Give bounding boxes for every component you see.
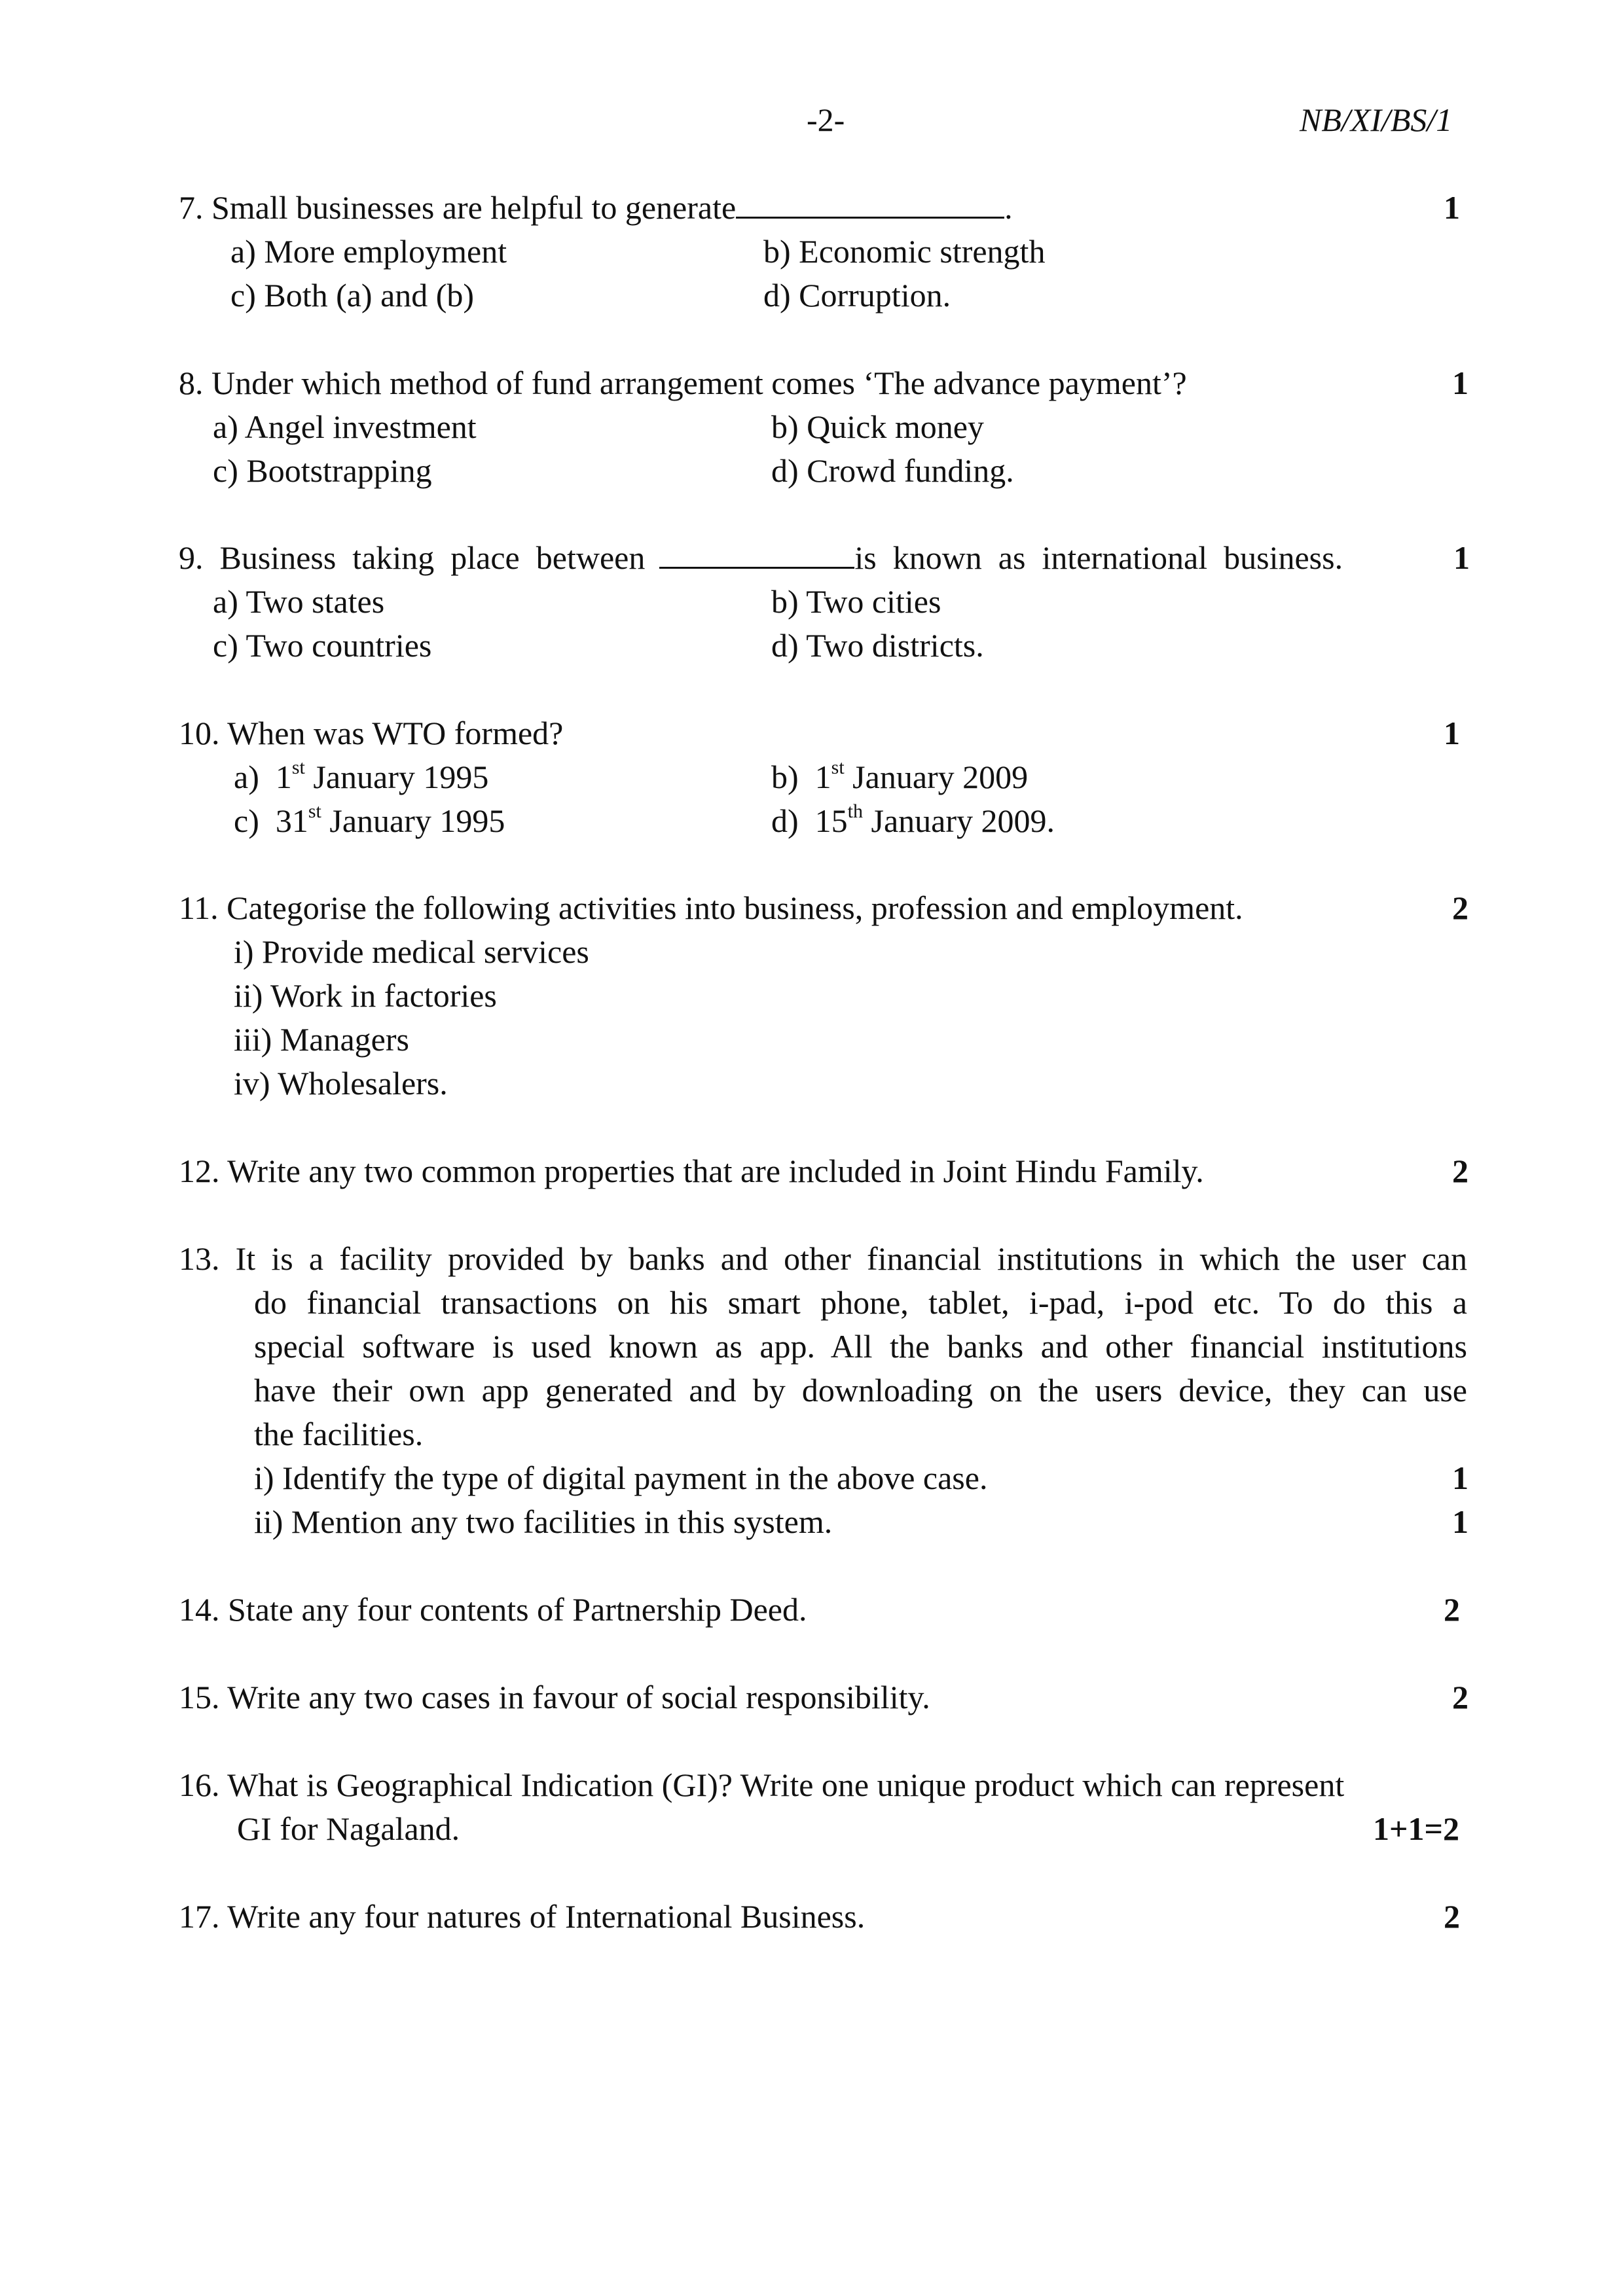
question-7-end: . — [1004, 189, 1013, 226]
option-label: c) — [234, 802, 259, 839]
answer-blank — [736, 216, 1004, 219]
question-16-marks: 1+1=2 — [1373, 1810, 1459, 1847]
answer-blank — [659, 566, 854, 569]
option-date: January 2009 — [844, 759, 1029, 795]
question-12-marks: 2 — [1452, 1153, 1468, 1189]
question-13-line — [254, 1330, 1467, 1363]
question-8-marks: 1 — [1452, 365, 1468, 401]
question-11-item: iv) Wholesalers. — [234, 1065, 448, 1102]
question-9-option-d: d) Two districts. — [771, 627, 984, 664]
question-8-option-c: c) Bootstrapping — [213, 452, 432, 489]
question-10-option-c — [234, 800, 505, 839]
option-ordinal: th — [847, 800, 863, 822]
option-ordinal: st — [291, 757, 305, 778]
question-10-marks: 1 — [1444, 715, 1460, 751]
question-8-text: 8. Under which method of fund arrangement comes ‘The advance payment’? — [179, 365, 1187, 401]
question-11-item: i) Provide medical services — [234, 933, 589, 970]
option-day: 1 — [275, 759, 292, 795]
question-13-sub-1: i) Identify the type of digital payment in the above case. — [254, 1460, 988, 1496]
question-9-option-c: c) Two countries — [213, 627, 432, 664]
option-date: January 1995 — [321, 802, 505, 839]
option-date: January 2009. — [863, 802, 1055, 839]
option-day: 31 — [275, 802, 308, 839]
question-17-marks: 2 — [1444, 1898, 1460, 1935]
paper-code: NB/XI/BS/1 — [1300, 101, 1453, 138]
option-day: 1 — [814, 759, 831, 795]
question-7-option-a: a) More employment — [230, 233, 507, 270]
question-9-marks: 1 — [1453, 539, 1470, 576]
option-day: 15 — [814, 802, 848, 839]
question-9-text-start: 9. Business taking place between — [179, 539, 646, 576]
page-number: -2- — [807, 101, 845, 138]
question-13-line — [179, 1242, 1467, 1275]
question-11-item: ii) Work in factories — [234, 977, 497, 1014]
question-7-option-d: d) Corruption. — [763, 277, 951, 314]
question-13-line — [254, 1286, 1467, 1319]
option-ordinal: st — [831, 757, 845, 778]
question-7-text: 7. Small businesses are helpful to generate — [179, 189, 737, 226]
question-13-line-text: special software is used known as app. All the banks and other financial institutions — [254, 1328, 1467, 1365]
question-7-option-b: b) Economic strength — [763, 233, 1046, 270]
question-8-option-b: b) Quick money — [771, 408, 984, 445]
question-8-option-a: a) Angel investment — [213, 408, 477, 445]
question-16-text-2: GI for Nagaland. — [237, 1810, 460, 1847]
question-11-marks: 2 — [1452, 889, 1468, 926]
question-11-item: iii) Managers — [234, 1021, 409, 1058]
question-7-option-c: c) Both (a) and (b) — [230, 277, 475, 314]
question-8-option-d: d) Crowd funding. — [771, 452, 1014, 489]
question-9-text-end: is known as international business. — [854, 539, 1343, 576]
option-label: a) — [234, 759, 259, 795]
question-10-option-b — [771, 757, 1029, 795]
question-16-text: 16. What is Geographical Indication (GI)? Write one unique product which can represent — [179, 1767, 1345, 1803]
option-label: d) — [771, 802, 799, 839]
question-13-sub-2-marks: 1 — [1452, 1503, 1468, 1540]
question-14-text: 14. State any four contents of Partnership Deed. — [179, 1591, 807, 1628]
question-11-text: 11. Categorise the following activities into business, profession and employment. — [179, 889, 1243, 926]
option-date: January 1995 — [304, 759, 489, 795]
question-13-sub-2: ii) Mention any two facilities in this system. — [254, 1503, 833, 1540]
question-13-last-line: the facilities. — [254, 1416, 424, 1452]
question-10-text: 10. When was WTO formed? — [179, 715, 564, 751]
question-17-text: 17. Write any four natures of International Business. — [179, 1898, 866, 1935]
question-13-line-text: do financial transactions on his smart phone, tablet, i-pad, i-pod etc. To do this a — [254, 1284, 1467, 1321]
question-12-text: 12. Write any two common properties that are included in Joint Hindu Family. — [179, 1153, 1204, 1189]
question-9 — [179, 541, 1343, 574]
question-9-option-a: a) Two states — [213, 583, 385, 620]
question-10-option-a — [234, 757, 489, 795]
question-13-line-text: have their own app generated and by downloading on the users device, they can use — [254, 1372, 1467, 1408]
question-7 — [179, 191, 1013, 224]
question-13-line-text: 13. It is a facility provided by banks and other financial institutions in which the user can — [179, 1240, 1467, 1277]
option-label: b) — [771, 759, 799, 795]
question-9-option-b: b) Two cities — [771, 583, 941, 620]
question-13-line — [254, 1374, 1467, 1407]
question-15-marks: 2 — [1452, 1679, 1468, 1715]
question-7-marks: 1 — [1444, 189, 1460, 226]
question-15-text: 15. Write any two cases in favour of social responsibility. — [179, 1679, 930, 1715]
option-ordinal: st — [308, 800, 321, 822]
question-14-marks: 2 — [1444, 1591, 1460, 1628]
question-10-option-d — [771, 800, 1055, 839]
question-13-sub-1-marks: 1 — [1452, 1460, 1468, 1496]
